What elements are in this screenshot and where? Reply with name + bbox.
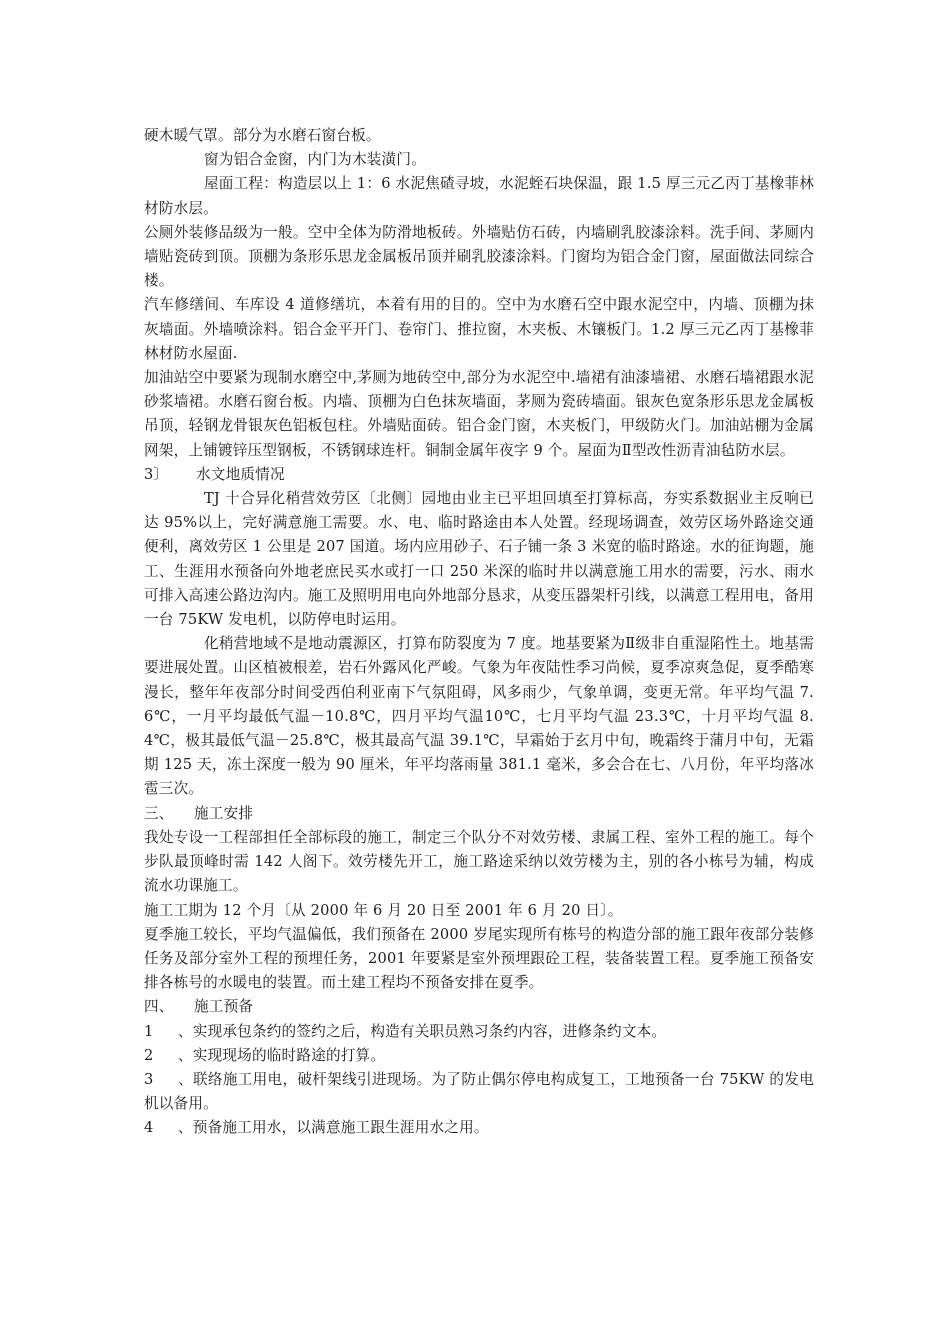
- heading-text: 施工预备: [194, 998, 254, 1016]
- paragraph: 夏季施工较长，平均气温偏低，我们预备在 2000 岁尾实现所有栋号的构造分部的施工跟年夜部分装修任务及部分室外工程的预埋任务，2001 年要紧是室外预埋跟砼工程，装备装置工程。夏季施工预备安排各栋号的水暖电的装置。而土建工程均不预备安排在夏季。: [144, 925, 814, 992]
- section-heading: [144, 995, 814, 1019]
- paragraph: 公厕外装修品级为一般。空中全体为防滑地板砖。外墙贴仿石砖，内墙刷乳胶漆涂料。洗手间、茅厕内墙贴瓷砖到顶。顶棚为条形乐思龙金属板吊顶并刷乳胶漆涂料。门窗均为铝合金门窗，屋面做法同综合楼。: [144, 223, 814, 290]
- section-heading: [144, 463, 814, 487]
- list-number: 3: [144, 1070, 154, 1088]
- paragraph: TJ 十合异化稍营效劳区〔北侧〕园地由业主已平坦回填至打算标高，夯实系数据业主反响已达 95%以上，完好满意施工需要。水、电、临时路途由本人处置。经现场调查，效劳区场外路途交通便利，离效劳区 1 公里是 207 国道。场内应用砂子、石子铺一条 3 米宽的临时路途。水的征询题，施工、生涯用水预备向外地老庶民买水或打一口 250 米深的临时井以满意施工用水的需要，污水、雨水可排入高速公路边沟内。施工及照明用电向外地部分恳求，从变压器架杆引线，以满意工程用电，备用一台 75KW 发电机，以防停电时运用。: [144, 490, 814, 629]
- heading-number: 三、: [144, 804, 174, 822]
- heading-number: 3〕: [144, 465, 169, 483]
- paragraph: 硬木暖气罩。部分为水磨石窗台板。: [144, 127, 381, 144]
- document-body: [144, 124, 814, 1141]
- list-item: [144, 1068, 814, 1116]
- paragraph: 加油站空中要紧为现制水磨空中,茅厕为地砖空中,部分为水泥空中.墙裙有油漆墙裙、水磨石墙裙跟水泥砂浆墙裙。水磨石窗台板。内墙、顶棚为白色抹灰墙面，茅厕为瓷砖墙面。银灰色宽条形乐思龙金属板吊顶，轻钢龙骨银灰色铝板包柱。外墙贴面砖。铝合金门窗，木夹板门，甲级防火门。加油站棚为金属网架，上铺镀锌压型钢板，不锈钢球连杆。铜制金属年夜字 9 个。屋面为Ⅱ型改性沥青油毡防水层。: [144, 369, 814, 459]
- paragraph: 汽车修缮间、车库设 4 道修缮坑，本着有用的目的。空中为水磨石空中跟水泥空中，内墙、顶棚为抹灰墙面。外墙喷涂料。铝合金平开门、卷帘门、推拉窗，木夹板、木镶板门。1.2 厚三元乙丙丁基橡菲林材防水屋面.: [144, 296, 814, 362]
- section-heading: [144, 802, 814, 826]
- list-item: [144, 1116, 814, 1140]
- list-text: 、联络施工用电，破杆架线引进现场。为了防止偶尔停电构成复工，工地预备一台 75KW 的发电机以备用。: [144, 1070, 814, 1113]
- list-item: [144, 1020, 814, 1044]
- paragraph: 窗为铝合金窗，内门为木装潢门。: [204, 151, 426, 169]
- heading-text: 水文地质情况: [196, 465, 285, 483]
- list-number: 4: [144, 1119, 154, 1137]
- list-number: 1: [144, 1022, 154, 1040]
- heading-text: 施工安排: [194, 804, 254, 822]
- list-text: 、实现现场的临时路途的打算。: [178, 1046, 386, 1064]
- paragraph: 施工工期为 12 个月〔从 2000 年 6 月 20 日至 2001 年 6 月 20 日〕。: [144, 901, 623, 919]
- list-item: [144, 1044, 814, 1068]
- heading-number: 四、: [144, 998, 174, 1016]
- list-text: 、预备施工用水，以满意施工跟生涯用水之用。: [178, 1119, 489, 1137]
- paragraph: 屋面工程：构造层以上 1：6 水泥焦碴寻坡，水泥蛭石块保温，跟 1.5 厚三元乙丙丁基橡菲林材防水层。: [144, 175, 814, 217]
- paragraph: 化稍营地域不是地动震源区，打算布防裂度为 7 度。地基要紧为Ⅱ级非自重湿陷性土。地基需要进展处置。山区植被根差，岩石外露风化严峻。气象为年夜陆性季习尚候，夏季凉爽急促，夏季酷寒漫长，整年年夜部分时间受西伯利亚南下气氛阻碍，风多雨少，气象单调，变更无常。年平均气温 7.6℃，一月平均最低气温－10.8℃，四月平均气温10℃，七月平均气温 23.3℃，十月平均气温 8.4℃，极其最低气温－25.8℃，极其最高气温 39.1℃，早霜始于玄月中旬，晚霜终于蒲月中旬，无霜期 125 天，冻土深度一般为 90 厘米，年平均落雨量 381.1 毫米，多会合在七、八月份，年平均落冰雹三次。: [144, 635, 814, 798]
- list-number: 2: [144, 1046, 154, 1064]
- list-text: 、实现承包条约的签约之后，构造有关职员熟习条约内容，进修条约文本。: [178, 1022, 667, 1040]
- paragraph: 我处专设一工程部担任全部标段的施工，制定三个队分不对效劳楼、隶属工程、室外工程的施工。每个步队最顶峰时需 142 人阁下。效劳楼先开工，施工路途采纳以效劳楼为主，别的各小栋号为辅，构成流水功课施工。: [144, 828, 814, 895]
